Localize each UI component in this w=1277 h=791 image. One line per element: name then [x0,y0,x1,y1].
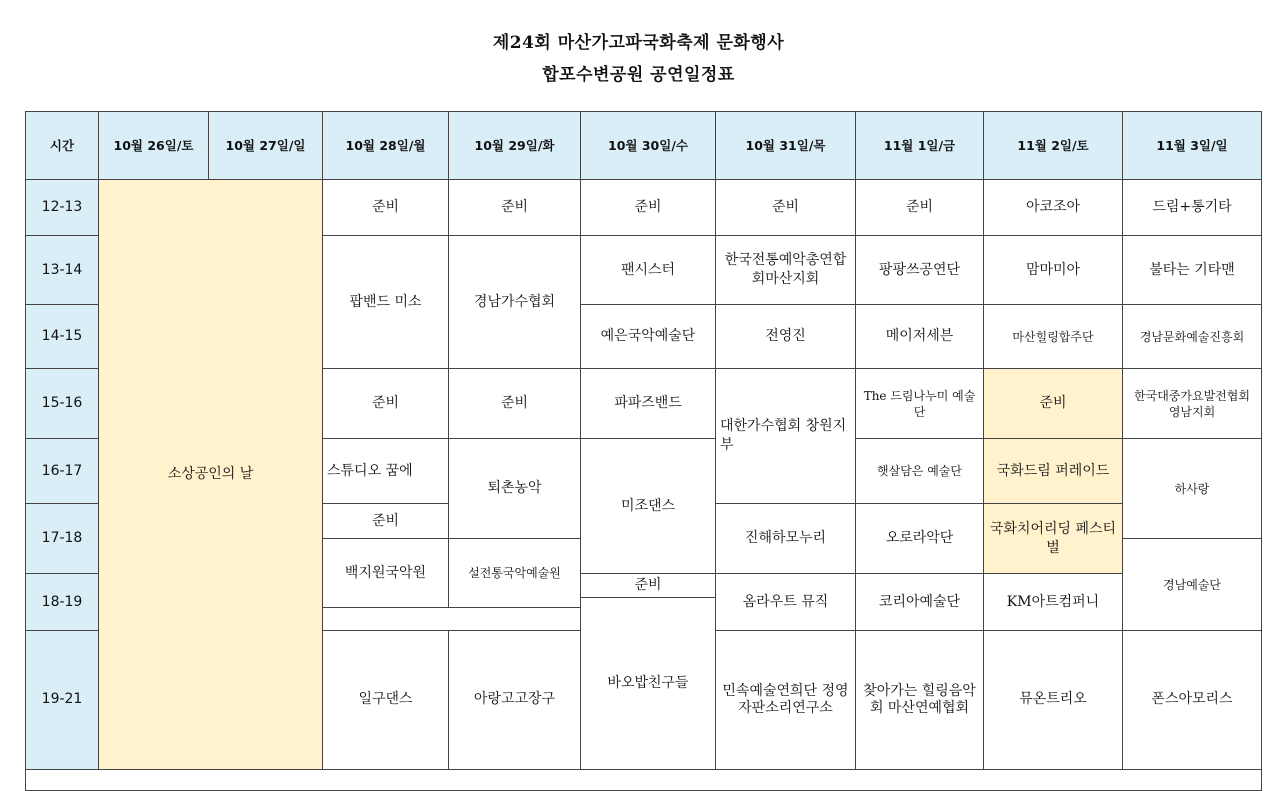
nov2-cell: 국화드림 퍼레이드 [984,439,1123,504]
oct28-cell: 팝밴드 미소 [323,236,449,369]
oct31-cell: 찾아가는 힐링음악회 마산연예협회 [856,631,984,770]
nov1-cell: The 드림나누미 예술단 [856,369,984,439]
nov2-cell: 폰스아모리스 [1123,631,1262,770]
oct30-cell: 예은국악예술단 [581,305,716,369]
time-cell: 16-17 [26,439,99,504]
nov2-cell: KM아트컴퍼니 [984,574,1123,631]
header-oct26: 10월 26일/토 [99,112,209,180]
time-cell: 19-21 [26,631,99,770]
oct28-cell: 일구댄스 [323,631,449,770]
oct29-cell: 아랑고고장구 [449,631,581,770]
nov2-cell: 맘마미아 [984,236,1123,305]
oct28-cell: 준비 [323,369,449,439]
table-header-row [26,112,1262,180]
table-row [26,180,1262,236]
oct31-cell: 준비 [716,180,856,236]
weekend-event-cell: 소상공인의 날 [99,180,323,770]
nov3-cell: 경남문화예술진흥회 [1123,305,1262,369]
oct28-cell: 준비 [323,504,449,539]
oct31-cell: 옴라우트 뮤직 [716,574,856,631]
nov1-cell: 코리아예술단 [856,574,984,631]
oct29-cell: 준비 [449,180,581,236]
nov2-cell: 국화치어리딩 페스티벌 [984,504,1123,574]
nov1-cell: 오로라악단 [856,504,984,574]
oct29-cell: 퇴촌농악 [449,439,581,539]
oct28-cell: 스튜디오 꿈에 [323,439,449,504]
oct31-cell: 전영진 [716,305,856,369]
oct29-cell: 경남가수협회 [449,236,581,369]
oct31-cell: 한국전통예악총연합회마산지회 [716,236,856,305]
oct30-cell: 준비 [581,180,716,236]
oct30-cell: 파파즈밴드 [581,369,716,439]
oct28-cell: 백지원국악원 [323,539,449,608]
footer-cell [26,769,1262,790]
time-cell: 15-16 [26,369,99,439]
nov2-cell: 아코조아 [984,180,1123,236]
nov3-cell: 불타는 기타맨 [1123,236,1262,305]
header-oct29: 10월 29일/화 [449,112,581,180]
time-cell: 17-18 [26,504,99,574]
schedule-subtitle: 합포수변공원 공연일정표 [542,65,735,85]
time-cell: 13-14 [26,236,99,305]
oct30-cell: 미조댄스 [581,439,716,574]
header-oct27: 10월 27일/일 [209,112,323,180]
oct31-cell: 대한가수협회 창원지부 [716,369,856,504]
header-nov1: 11월 1일/금 [856,112,984,180]
header-nov3: 11월 3일/일 [1123,112,1262,180]
nov3-cell: 경남예술단 [1123,539,1262,631]
oct30-cell: 바오밥친구들 [581,598,716,770]
header-oct28: 10월 28일/월 [323,112,449,180]
nov1-cell: 팡팡쓰공연단 [856,236,984,305]
header-nov2: 11월 2일/토 [984,112,1123,180]
oct29-cell: 설전통국악예술원 [449,539,581,608]
oct31-cell: 진해하모누리 [716,504,856,574]
nov2-cell: 마산힐링합주단 [984,305,1123,369]
nov3-cell: 하사랑 [1123,439,1262,539]
header-oct30: 10월 30일/수 [581,112,716,180]
schedule-title: 제24회 마산가고파국화축제 문화행사 [492,33,785,53]
nov3-cell: 한국대중가요발전협회 영남지회 [1123,369,1262,439]
nov1-cell: 준비 [856,180,984,236]
table-footer-row [26,769,1262,790]
oct30-cell: 민속예술연희단 정영자판소리연구소 [716,631,856,770]
nov1-cell: 메이저세븐 [856,305,984,369]
time-cell: 14-15 [26,305,99,369]
nov2-cell: 준비 [984,369,1123,439]
performance-schedule-table [25,111,1262,791]
nov1-cell: 뮤온트리오 [984,631,1123,770]
oct29-cell: 준비 [449,369,581,439]
header-oct31: 10월 31일/목 [716,112,856,180]
oct28-cell: 준비 [323,180,449,236]
header-time: 시간 [26,112,99,180]
oct30-cell: 준비 [581,574,716,598]
time-cell: 18-19 [26,574,99,631]
time-cell: 12-13 [26,180,99,236]
nov1-cell: 햇살담은 예술단 [856,439,984,504]
oct30-cell: 팬시스터 [581,236,716,305]
nov3-cell: 드림+통기타 [1123,180,1262,236]
